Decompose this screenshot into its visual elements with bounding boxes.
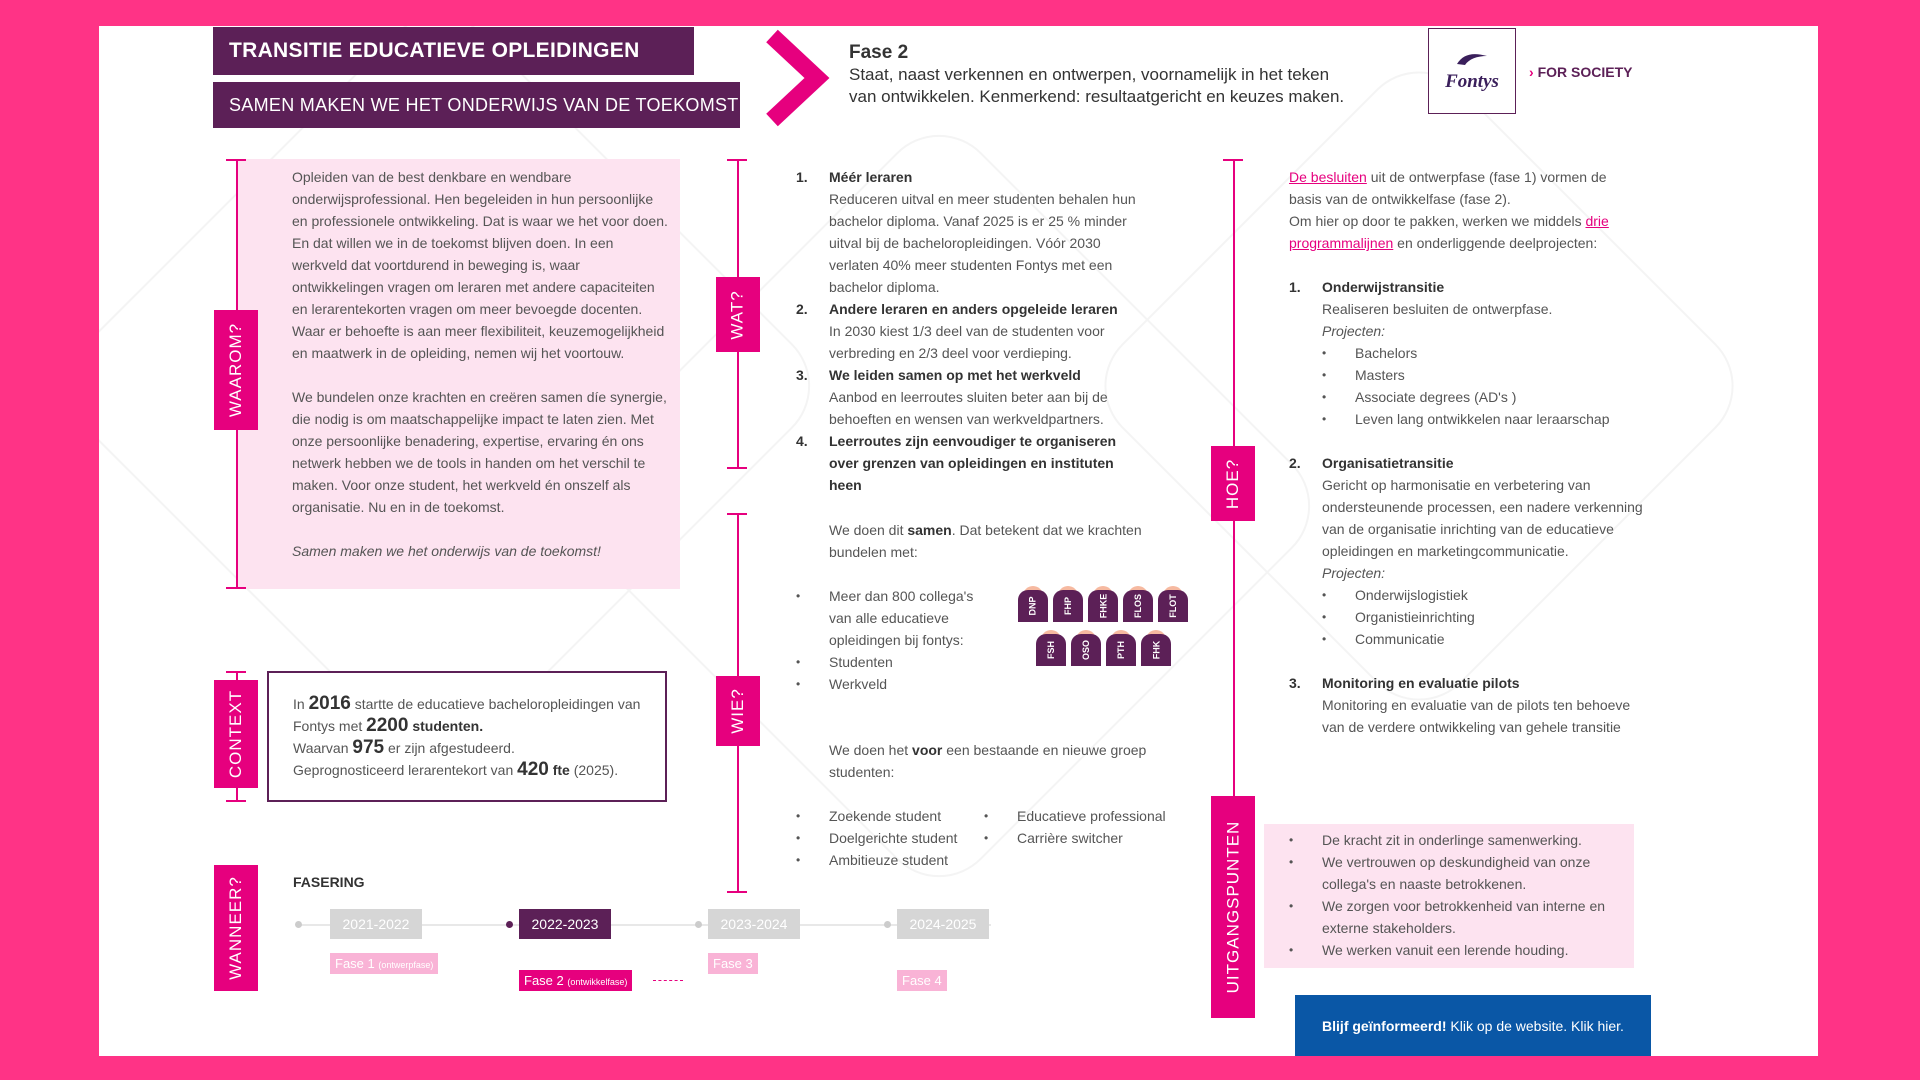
list-item: • De kracht zit in onderlinge samenwerking. (1289, 829, 1629, 851)
list-item: • Zoekende student (796, 805, 996, 827)
person-flos: FLOS (1123, 586, 1153, 622)
divider-tick (226, 671, 246, 673)
uitgangspunten-list (1289, 829, 1629, 961)
divider-tick (727, 467, 747, 469)
person-fsh: FSH (1036, 630, 1066, 666)
list-item: • Werkveld (796, 673, 986, 695)
wat-item: 2. Andere leraren en anders opgeleide leraren In 2030 kiest 1/3 deel van de studenten voor verbreding en 2/3 deel voor verdieping. (796, 301, 1118, 361)
wat-item: 1. Méér leraren Reduceren uitval en meer studenten behalen hun bachelor diploma. Vanaf 2025 is er 25 % minder uitval bij de bacheloropleidingen. Vóór 2030 verlaten 40% meer studenten Fontys met een bachelor diploma. (796, 169, 1136, 295)
label-hoe: HOE? (1211, 446, 1255, 521)
hoe-item: 2. Organisatietransitie Gericht op harmonisatie en verbetering van ondersteunende processen, een nadere verkenning van de organisatie inrichting van de educatieve opleidingen en marketingcommunicatie. Projecten: • Onderwijslogistiek • Organistieinrichting • Communicatie (1289, 452, 1644, 650)
waarom-text (292, 166, 672, 562)
wie-intro-2: We doen het voor een bestaande en nieuwe groep studenten: (829, 742, 1147, 780)
chevron-right-icon (762, 28, 832, 128)
list-item: • Communicatie (1322, 628, 1644, 650)
bird-icon (1455, 50, 1489, 66)
timeline-dot (884, 921, 891, 928)
divider-tick (226, 800, 246, 802)
phase-2-tag[interactable]: Fase 2 (ontwikkelfase) (519, 970, 632, 991)
page-subtitle: SAMEN MAKEN WE HET ONDERWIJS VAN DE TOEKOMST (213, 82, 740, 128)
list-item: • We vertrouwen op deskundigheid van onze collega's en naaste betrokkenen. (1289, 851, 1629, 895)
wie-list-2a (796, 805, 996, 871)
stat-students: 2200 (366, 715, 409, 736)
hoe-item: 3. Monitoring en evaluatie pilots Monitoring en evaluatie van de pilots ten behoeve van de verdere ontwikkeling van gehele transitie (1289, 675, 1631, 735)
phase-connector (653, 980, 683, 981)
wat-list (796, 166, 1136, 496)
stat-shortage: 420 (517, 759, 549, 780)
society-text: FOR SOCIETY (1537, 64, 1633, 80)
label-waarom: WAAROM? (214, 310, 258, 430)
timeline-dot (295, 921, 302, 928)
waarom-paragraph: Opleiden van de best denkbare en wendbare onderwijsprofessional. Hen begeleiden in hun persoonlijke en professionele ontwikkeling. Dat is waar we het voor doen. En dat willen we in de toekomst blijven doen. In een werkveld dat voortdurend in beweging is, waar ontwikkelingen vragen om leraren met andere capaciteiten en lerarentekorten vragen om meer bevoegde docenten. Waar er behoefte is aan meer flexibiliteit, keuzemogelijkheid en maatwerk in de opleiding, nemen wij het voortouw. (292, 169, 668, 361)
list-item: • Educatieve professional (984, 805, 1194, 827)
list-item: • Doelgerichte student (796, 827, 996, 849)
besluiten-link[interactable]: De besluiten (1289, 169, 1367, 185)
fase-description-line: van ontwikkelen. Kenmerkend: resultaatgericht en keuzes maken. (849, 87, 1345, 106)
waarom-paragraph: We bundelen onze krachten en creëren samen díe synergie, die nodig is om maatschappelijke impact te laten zien. Met onze persoonlijke benadering, expertise, ervaring én ons netwerk hebben we de tools in handen om het verschil te maken. Voor onze student, het werkveld én onszelf als organisatie. Nu en in de toekomst. (292, 389, 667, 515)
hoe-intro: De besluiten uit de ontwerpfase (fase 1) vormen de basis van de ontwikkelfase (fase 2). Om hier op door te pakken, werken we middels drie programmalijnen en onderliggende deelprojecten: (1289, 169, 1609, 251)
phase-1-tag[interactable]: Fase 1 (ontwerpfase) (330, 953, 438, 974)
wie-intro: We doen dit samen. Dat betekent dat we krachten bundelen met: (829, 522, 1142, 560)
year-2021-2022[interactable]: 2021-2022 (330, 909, 422, 939)
fontys-logo[interactable] (1428, 28, 1516, 114)
list-item: • Masters (1322, 364, 1644, 386)
chevron-icon: › (1529, 64, 1538, 80)
divider-tick (1223, 159, 1243, 161)
person-fhp: FHP (1053, 586, 1083, 622)
fase-description-line: Staat, naast verkennen en ontwerpen, voornamelijk in het teken (849, 65, 1330, 84)
list-item: • Leven lang ontwikkelen naar leraarschap (1322, 408, 1644, 430)
wat-item: 3. We leiden samen op met het werkveld Aanbod en leerroutes sluiten beter aan bij de behoeften en wensen van werkveldpartners. (796, 367, 1108, 427)
label-uitgangspunten: UITGANGSPUNTEN (1211, 796, 1255, 1018)
label-wie: WIE? (716, 676, 760, 746)
hoe-list (1289, 276, 1644, 738)
timeline-dot (506, 921, 513, 928)
fase-heading (849, 42, 1409, 108)
person-oso: OSO (1071, 630, 1101, 666)
list-item: • Organistieinrichting (1322, 606, 1644, 628)
list-item: • Ambitieuze student (796, 849, 996, 871)
list-item: • We werken vanuit een lerende houding. (1289, 939, 1629, 961)
person-pth: PTH (1106, 630, 1136, 666)
label-wat: WAT? (716, 277, 760, 352)
list-item: • Studenten (796, 651, 986, 673)
fase-title: Fase 2 (849, 42, 909, 63)
stat-year: 2016 (308, 693, 351, 714)
year-2022-2023[interactable]: 2022-2023 (519, 909, 611, 939)
list-item: • We zorgen voor betrokkenheid van interne en externe stakeholders. (1289, 895, 1629, 939)
list-item: • Associate degrees (AD's ) (1322, 386, 1644, 408)
divider-tick (226, 587, 246, 589)
page-title: TRANSITIE EDUCATIEVE OPLEIDINGEN (213, 27, 694, 75)
phase-3-tag[interactable]: Fase 3 (708, 953, 758, 974)
phase-4-tag[interactable]: Fase 4 (897, 970, 947, 991)
divider-tick (226, 159, 246, 161)
for-society-tagline (1529, 64, 1632, 80)
label-context: CONTEXT (214, 680, 258, 788)
label-wanneer: WANNEER? (214, 865, 258, 991)
divider-tick (727, 159, 747, 161)
person-dnp: DNP (1018, 586, 1048, 622)
list-item: • Carrière switcher (984, 827, 1194, 849)
person-flot: FLOT (1158, 586, 1188, 622)
year-2023-2024[interactable]: 2023-2024 (708, 909, 800, 939)
list-item: • Meer dan 800 collega's van alle educatieve opleidingen bij fontys: (796, 585, 986, 651)
logo-text: Fontys (1445, 70, 1499, 92)
year-2024-2025[interactable]: 2024-2025 (897, 909, 989, 939)
list-item: • Onderwijslogistiek (1322, 584, 1644, 606)
divider-tick (727, 513, 747, 515)
waarom-slogan: Samen maken we het onderwijs van de toekomst! (292, 543, 601, 559)
wat-item: 4. Leerroutes zijn eenvoudiger te organiseren over grenzen van opleidingen en instituten heen (796, 433, 1117, 493)
people-illustration (1016, 586, 1202, 682)
divider-tick (727, 891, 747, 893)
person-fhke: FHKE (1088, 586, 1118, 622)
stay-informed-button[interactable]: Blijf geïnformeerd! Klik op de website. Klik hier. (1295, 995, 1651, 1056)
fasering-label: FASERING (293, 874, 365, 890)
hoe-item: 1. Onderwijstransitie Realiseren besluiten de ontwerpfase. Projecten: • Bachelors • Masters • Associate degrees (AD's ) • Leven lang ontwikkelen naar leraarschap (1289, 276, 1644, 430)
person-fhk: FHK (1141, 630, 1171, 666)
programmalijnen-link[interactable]: drie programmalijnen (1289, 213, 1609, 251)
context-box: In 2016 startte de educatieve bacheloropleidingen van Fontys met 2200 studenten. Waarvan 975 er zijn afgestudeerd. Geprognosticeerd lerarentekort van 420 fte (2025). (267, 671, 667, 802)
wie-list-2b (984, 805, 1194, 849)
list-item: • Bachelors (1322, 342, 1644, 364)
stat-graduates: 975 (352, 737, 385, 758)
poster (99, 26, 1818, 1056)
wie-list (796, 585, 986, 695)
timeline-dot (695, 921, 702, 928)
